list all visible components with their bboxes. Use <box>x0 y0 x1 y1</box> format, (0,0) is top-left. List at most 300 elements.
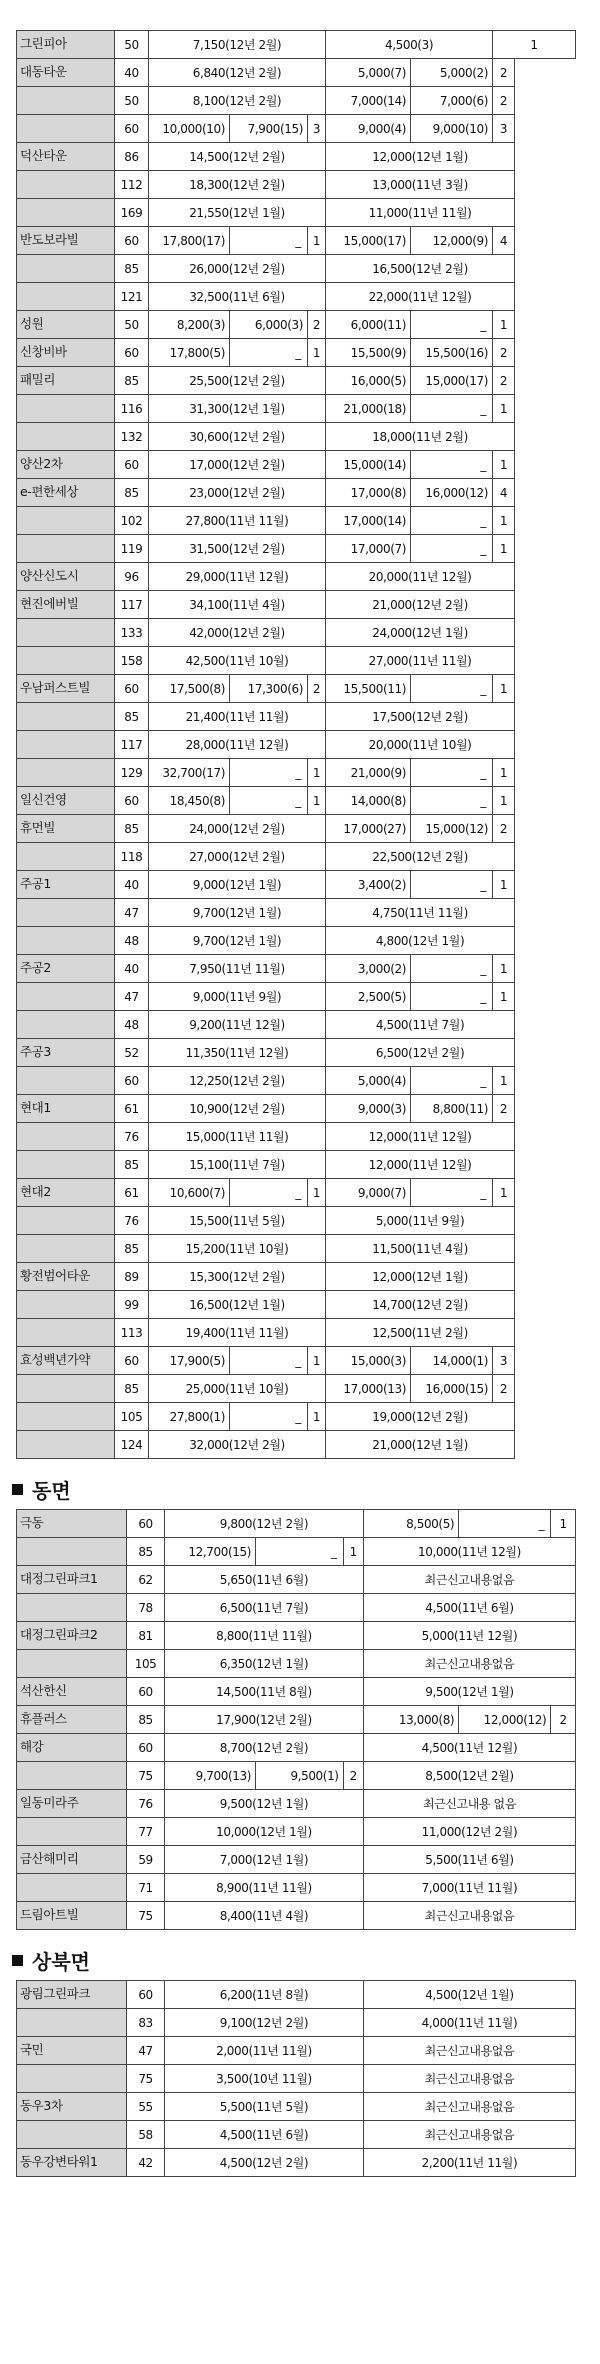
complex-name: 국민 <box>17 2037 127 2065</box>
complex-name <box>17 983 115 1011</box>
sale-price: 9,100(12년 2월) <box>165 2009 364 2037</box>
unit-size: 40 <box>115 955 149 983</box>
price-high: 7,000(14) <box>326 87 411 115</box>
sale-price: 42,000(12년 2월) <box>149 619 326 647</box>
sale-price: 31,500(12년 2월) <box>149 535 326 563</box>
table-row <box>17 1179 576 1207</box>
sale-price: 10,000(12년 1월) <box>165 1818 364 1846</box>
price-high: 15,000(17) <box>326 227 411 255</box>
listing-table <box>16 1980 576 2177</box>
table-row <box>17 759 576 787</box>
price-high: 17,900(5) <box>149 1347 230 1375</box>
jeonse-price: 9,500(12년 1월) <box>363 1678 575 1706</box>
complex-name <box>17 1431 115 1459</box>
table-row <box>17 311 576 339</box>
jeonse-price: 12,000(11년 12월) <box>326 1123 515 1151</box>
unit-size: 85 <box>115 479 149 507</box>
unit-size: 50 <box>115 87 149 115</box>
complex-name: 신창비바 <box>17 339 115 367</box>
complex-name: e-편한세상 <box>17 479 115 507</box>
complex-name: 주공2 <box>17 955 115 983</box>
price-low: 9,500(1) <box>256 1762 344 1790</box>
sale-price: 24,000(12년 2월) <box>149 815 326 843</box>
unit-size: 60 <box>115 115 149 143</box>
unit-size: 60 <box>115 227 149 255</box>
price-high: 15,000(14) <box>326 451 411 479</box>
complex-name <box>17 1375 115 1403</box>
table-row <box>17 2065 576 2093</box>
table-row <box>17 1235 576 1263</box>
table-row <box>17 1622 576 1650</box>
unit-size: 60 <box>126 1981 164 2009</box>
jeonse-price: 10,000(11년 12월) <box>363 1538 575 1566</box>
complex-name <box>17 283 115 311</box>
price-high: 2,500(5) <box>326 983 411 1011</box>
jeonse-price: 최근신고내용없음 <box>363 1566 575 1594</box>
section-spacer <box>0 1930 600 1940</box>
table-row <box>17 1874 576 1902</box>
unit-size: 105 <box>115 1403 149 1431</box>
complex-name: 효성백년가약 <box>17 1347 115 1375</box>
price-high: 13,000(8) <box>363 1706 458 1734</box>
jeonse-price: 최근신고내용없음 <box>363 2093 575 2121</box>
table-row <box>17 787 576 815</box>
table-row <box>17 619 576 647</box>
price-high: 9,000(7) <box>326 1179 411 1207</box>
count: 1 <box>343 1538 363 1566</box>
sale-price: 19,400(11년 11월) <box>149 1319 326 1347</box>
unit-size: 85 <box>115 1151 149 1179</box>
table-row <box>17 1981 576 2009</box>
count: 2 <box>493 815 515 843</box>
complex-name <box>17 927 115 955</box>
table-row <box>17 1123 576 1151</box>
table-row <box>17 2009 576 2037</box>
table-row <box>17 1431 576 1459</box>
count: 1 <box>308 339 326 367</box>
complex-name <box>17 1594 127 1622</box>
unit-size: 50 <box>115 31 149 59</box>
jeonse-price: 27,000(11년 11월) <box>326 647 515 675</box>
count: 1 <box>493 451 515 479</box>
jeonse-price: 21,000(12년 2월) <box>326 591 515 619</box>
complex-name <box>17 1291 115 1319</box>
jeonse-price: 4,500(11년 7월) <box>326 1011 515 1039</box>
jeonse-price: 11,000(11년 11월) <box>326 199 515 227</box>
price-high: 16,000(5) <box>326 367 411 395</box>
table-row <box>17 1538 576 1566</box>
table-row <box>17 675 576 703</box>
square-bullet-icon <box>12 1955 23 1966</box>
table-row <box>17 1678 576 1706</box>
table-row <box>17 1790 576 1818</box>
unit-size: 78 <box>126 1594 164 1622</box>
jeonse-price: 4,000(11년 11월) <box>363 2009 575 2037</box>
complex-name: 우남퍼스트빌 <box>17 675 115 703</box>
complex-name <box>17 759 115 787</box>
sale-price: 7,000(12년 1월) <box>165 1846 364 1874</box>
unit-size: 86 <box>115 143 149 171</box>
unit-size: 75 <box>126 2065 164 2093</box>
price-high: 5,000(4) <box>326 1067 411 1095</box>
complex-name <box>17 535 115 563</box>
section-title-text: 동면 <box>32 1478 71 1503</box>
jeonse-price: 22,000(11년 12월) <box>326 283 515 311</box>
table-row <box>17 2037 576 2065</box>
complex-name <box>17 1874 127 1902</box>
price-high: 6,000(11) <box>326 311 411 339</box>
count: 1 <box>493 955 515 983</box>
price-high: 15,000(3) <box>326 1347 411 1375</box>
table-row <box>17 535 576 563</box>
jeonse-price: 6,500(12년 2월) <box>326 1039 515 1067</box>
sale-price: 9,000(12년 1월) <box>149 871 326 899</box>
jeonse-price: 4,750(11년 11월) <box>326 899 515 927</box>
sale-price: 6,500(11년 7월) <box>165 1594 364 1622</box>
complex-name: 극동 <box>17 1510 127 1538</box>
unit-size: 132 <box>115 423 149 451</box>
complex-name <box>17 1818 127 1846</box>
count: 2 <box>308 311 326 339</box>
count: 3 <box>493 1347 515 1375</box>
count: 2 <box>343 1762 363 1790</box>
sale-price: 6,840(12년 2월) <box>149 59 326 87</box>
count: 1 <box>551 1510 576 1538</box>
unit-size: 48 <box>115 927 149 955</box>
jeonse-price: 최근신고내용없음 <box>363 2121 575 2149</box>
table-row <box>17 339 576 367</box>
complex-name <box>17 899 115 927</box>
complex-name: 해강 <box>17 1734 127 1762</box>
jeonse-price: 5,000(11년 9월) <box>326 1207 515 1235</box>
complex-name <box>17 115 115 143</box>
count: 1 <box>493 535 515 563</box>
sale-price: 6,200(11년 8월) <box>165 1981 364 2009</box>
unit-size: 112 <box>115 171 149 199</box>
table-row <box>17 815 576 843</box>
complex-name <box>17 1207 115 1235</box>
unit-size: 81 <box>126 1622 164 1650</box>
unit-size: 76 <box>115 1207 149 1235</box>
unit-size: 50 <box>115 311 149 339</box>
price-low: _ <box>411 311 493 339</box>
count: 4,500(3) <box>326 31 493 59</box>
sale-price: 8,800(11년 11월) <box>165 1622 364 1650</box>
table-row <box>17 143 576 171</box>
complex-name: 현진에버빌 <box>17 591 115 619</box>
complex-name: 휴플러스 <box>17 1706 127 1734</box>
unit-size: 85 <box>115 703 149 731</box>
count: 1 <box>308 787 326 815</box>
table-row <box>17 1594 576 1622</box>
count: 1 <box>308 1179 326 1207</box>
complex-name <box>17 1538 127 1566</box>
table-row <box>17 983 576 1011</box>
price-low: 7,000(6) <box>411 87 493 115</box>
price-high: 17,000(27) <box>326 815 411 843</box>
complex-name: 덕산타운 <box>17 143 115 171</box>
price-low: 8,800(11) <box>411 1095 493 1123</box>
complex-name: 드림아트빌 <box>17 1902 127 1930</box>
price-low: _ <box>230 1179 308 1207</box>
sale-price: 9,000(11년 9월) <box>149 983 326 1011</box>
complex-name: 주공3 <box>17 1039 115 1067</box>
jeonse-price: 22,500(12년 2월) <box>326 843 515 871</box>
complex-name <box>17 199 115 227</box>
sale-price: 8,400(11년 4월) <box>165 1902 364 1930</box>
unit-size: 133 <box>115 619 149 647</box>
count: 2 <box>493 59 515 87</box>
section-title <box>0 1940 600 1980</box>
table-row <box>17 899 576 927</box>
unit-size: 129 <box>115 759 149 787</box>
sale-price: 7,950(11년 11월) <box>149 955 326 983</box>
price-high: 21,000(18) <box>326 395 411 423</box>
sale-price: 28,000(11년 12월) <box>149 731 326 759</box>
unit-size: 102 <box>115 507 149 535</box>
unit-size: 116 <box>115 395 149 423</box>
sale-price: 27,800(11년 11월) <box>149 507 326 535</box>
sale-price: 17,000(12년 2월) <box>149 451 326 479</box>
table-row <box>17 1650 576 1678</box>
table-row <box>17 1263 576 1291</box>
count: 1 <box>493 871 515 899</box>
complex-name: 동우강변타워1 <box>17 2149 127 2177</box>
price-high: 17,800(5) <box>149 339 230 367</box>
table-row <box>17 1067 576 1095</box>
table-row <box>17 479 576 507</box>
sale-price: 8,100(12년 2월) <box>149 87 326 115</box>
table-row <box>17 59 576 87</box>
sale-price: 16,500(12년 1월) <box>149 1291 326 1319</box>
complex-name <box>17 2065 127 2093</box>
sale-price: 15,300(12년 2월) <box>149 1263 326 1291</box>
sale-price: 9,500(12년 1월) <box>165 1790 364 1818</box>
complex-name: 휴먼빌 <box>17 815 115 843</box>
unit-size: 60 <box>126 1678 164 1706</box>
price-high: 18,450(8) <box>149 787 230 815</box>
table-row <box>17 1319 576 1347</box>
table-row <box>17 955 576 983</box>
jeonse-price: 17,500(12년 2월) <box>326 703 515 731</box>
complex-name <box>17 395 115 423</box>
unit-size: 113 <box>115 1319 149 1347</box>
sale-price: 15,200(11년 10월) <box>149 1235 326 1263</box>
table-row <box>17 115 576 143</box>
unit-size: 60 <box>115 675 149 703</box>
complex-name: 대정그린파크2 <box>17 1622 127 1650</box>
complex-name <box>17 507 115 535</box>
sale-price: 7,150(12년 2월) <box>149 31 326 59</box>
jeonse-price: 19,000(12년 2월) <box>326 1403 515 1431</box>
price-low: _ <box>411 1179 493 1207</box>
sale-price: 5,650(11년 6월) <box>165 1566 364 1594</box>
jeonse-price: 11,000(12년 2월) <box>363 1818 575 1846</box>
count: 1 <box>493 1067 515 1095</box>
price-low: _ <box>256 1538 344 1566</box>
price-high: 5,000(7) <box>326 59 411 87</box>
table-row <box>17 451 576 479</box>
unit-size: 96 <box>115 563 149 591</box>
unit-size: 85 <box>126 1538 164 1566</box>
table-row <box>17 31 576 59</box>
price-low: _ <box>411 955 493 983</box>
complex-name: 일신건영 <box>17 787 115 815</box>
jeonse-price: 12,000(12년 1월) <box>326 1263 515 1291</box>
price-low: 5,000(2) <box>411 59 493 87</box>
count: 2 <box>551 1706 576 1734</box>
table-row <box>17 1347 576 1375</box>
table-row <box>17 423 576 451</box>
sale-price: 8,900(11년 11월) <box>165 1874 364 1902</box>
table-row <box>17 1818 576 1846</box>
price-high: 9,000(4) <box>326 115 411 143</box>
price-low: _ <box>411 675 493 703</box>
sale-price: 9,800(12년 2월) <box>165 1510 364 1538</box>
unit-size: 76 <box>126 1790 164 1818</box>
jeonse-price: 최근신고내용없음 <box>363 1650 575 1678</box>
price-high: 8,500(5) <box>363 1510 458 1538</box>
unit-size: 158 <box>115 647 149 675</box>
count: 2 <box>493 367 515 395</box>
complex-name: 패밀리 <box>17 367 115 395</box>
section-spacer <box>0 1459 600 1469</box>
table-row <box>17 395 576 423</box>
price-high: 17,500(8) <box>149 675 230 703</box>
unit-size: 62 <box>126 1566 164 1594</box>
count: 3 <box>308 115 326 143</box>
complex-name: 일동미라주 <box>17 1790 127 1818</box>
jeonse-price: 12,500(11년 2월) <box>326 1319 515 1347</box>
price-high: 27,800(1) <box>149 1403 230 1431</box>
jeonse-price: 18,000(11년 2월) <box>326 423 515 451</box>
price-high: 17,800(17) <box>149 227 230 255</box>
count: 1 <box>493 759 515 787</box>
complex-name <box>17 2121 127 2149</box>
sale-price: 32,000(12년 2월) <box>149 1431 326 1459</box>
sale-price: 9,200(11년 12월) <box>149 1011 326 1039</box>
price-low: _ <box>411 871 493 899</box>
price-low: _ <box>411 395 493 423</box>
jeonse-price: 14,700(12년 2월) <box>326 1291 515 1319</box>
unit-size: 40 <box>115 59 149 87</box>
complex-name <box>17 1319 115 1347</box>
unit-size: 77 <box>126 1818 164 1846</box>
unit-size: 76 <box>115 1123 149 1151</box>
complex-name <box>17 619 115 647</box>
unit-size: 48 <box>115 1011 149 1039</box>
unit-size: 61 <box>115 1095 149 1123</box>
jeonse-price: 4,500(12년 1월) <box>363 1981 575 2009</box>
sale-price: 29,000(11년 12월) <box>149 563 326 591</box>
table-row <box>17 1039 576 1067</box>
sale-price: 32,500(11년 6월) <box>149 283 326 311</box>
jeonse-price: 2,200(11년 11월) <box>363 2149 575 2177</box>
table-row <box>17 255 576 283</box>
table-row <box>17 227 576 255</box>
table-row <box>17 2121 576 2149</box>
unit-size: 59 <box>126 1846 164 1874</box>
unit-size: 60 <box>115 1067 149 1095</box>
table-row <box>17 1403 576 1431</box>
price-high: 21,000(9) <box>326 759 411 787</box>
complex-name <box>17 87 115 115</box>
unit-size: 47 <box>126 2037 164 2065</box>
table-row <box>17 1762 576 1790</box>
price-high: 9,000(3) <box>326 1095 411 1123</box>
sale-price: 4,500(12년 2월) <box>165 2149 364 2177</box>
sale-price: 25,000(11년 10월) <box>149 1375 326 1403</box>
jeonse-price: 13,000(11년 3월) <box>326 171 515 199</box>
jeonse-price: 24,000(12년 1월) <box>326 619 515 647</box>
price-low: _ <box>411 535 493 563</box>
count: 2 <box>493 1095 515 1123</box>
unit-size: 58 <box>126 2121 164 2149</box>
jeonse-price: 12,000(12년 1월) <box>326 143 515 171</box>
price-low: 7,900(15) <box>230 115 308 143</box>
complex-name <box>17 2009 127 2037</box>
price-low: 16,000(15) <box>411 1375 493 1403</box>
table-row <box>17 871 576 899</box>
table-row <box>17 1846 576 1874</box>
price-low: _ <box>230 1347 308 1375</box>
price-high: 17,000(7) <box>326 535 411 563</box>
complex-name <box>17 1762 127 1790</box>
jeonse-price: 최근신고내용없음 <box>363 2037 575 2065</box>
sale-price: 4,500(11년 6월) <box>165 2121 364 2149</box>
jeonse-price: 8,500(12년 2월) <box>363 1762 575 1790</box>
complex-name: 성원 <box>17 311 115 339</box>
complex-name: 금산해미리 <box>17 1846 127 1874</box>
count: 1 <box>308 1347 326 1375</box>
table-row <box>17 1375 576 1403</box>
unit-size: 75 <box>126 1902 164 1930</box>
table-row <box>17 731 576 759</box>
count: 4 <box>493 479 515 507</box>
price-low: _ <box>411 787 493 815</box>
listing-table <box>16 1509 576 1930</box>
complex-name <box>17 1123 115 1151</box>
price-high: 15,500(11) <box>326 675 411 703</box>
table-row <box>17 1510 576 1538</box>
table-row <box>17 199 576 227</box>
table-row <box>17 647 576 675</box>
jeonse-price: 21,000(12년 1월) <box>326 1431 515 1459</box>
unit-size: 47 <box>115 899 149 927</box>
sale-price: 15,100(11년 7월) <box>149 1151 326 1179</box>
jeonse-price: 4,500(11년 6월) <box>363 1594 575 1622</box>
table-row <box>17 1151 576 1179</box>
count: 1 <box>493 787 515 815</box>
table-row <box>17 563 576 591</box>
count: 1 <box>308 227 326 255</box>
unit-size: 60 <box>126 1510 164 1538</box>
sale-price: 25,500(12년 2월) <box>149 367 326 395</box>
sale-price: 30,600(12년 2월) <box>149 423 326 451</box>
count: 2 <box>308 675 326 703</box>
complex-name <box>17 1650 127 1678</box>
jeonse-price: 4,500(11년 12월) <box>363 1734 575 1762</box>
sale-price: 12,250(12년 2월) <box>149 1067 326 1095</box>
price-high: 3,400(2) <box>326 871 411 899</box>
sale-price: 14,500(11년 8월) <box>165 1678 364 1706</box>
sale-price: 11,350(11년 12월) <box>149 1039 326 1067</box>
unit-size: 55 <box>126 2093 164 2121</box>
count: 1 <box>493 983 515 1011</box>
complex-name: 양산신도시 <box>17 563 115 591</box>
table-row <box>17 283 576 311</box>
unit-size: 42 <box>126 2149 164 2177</box>
